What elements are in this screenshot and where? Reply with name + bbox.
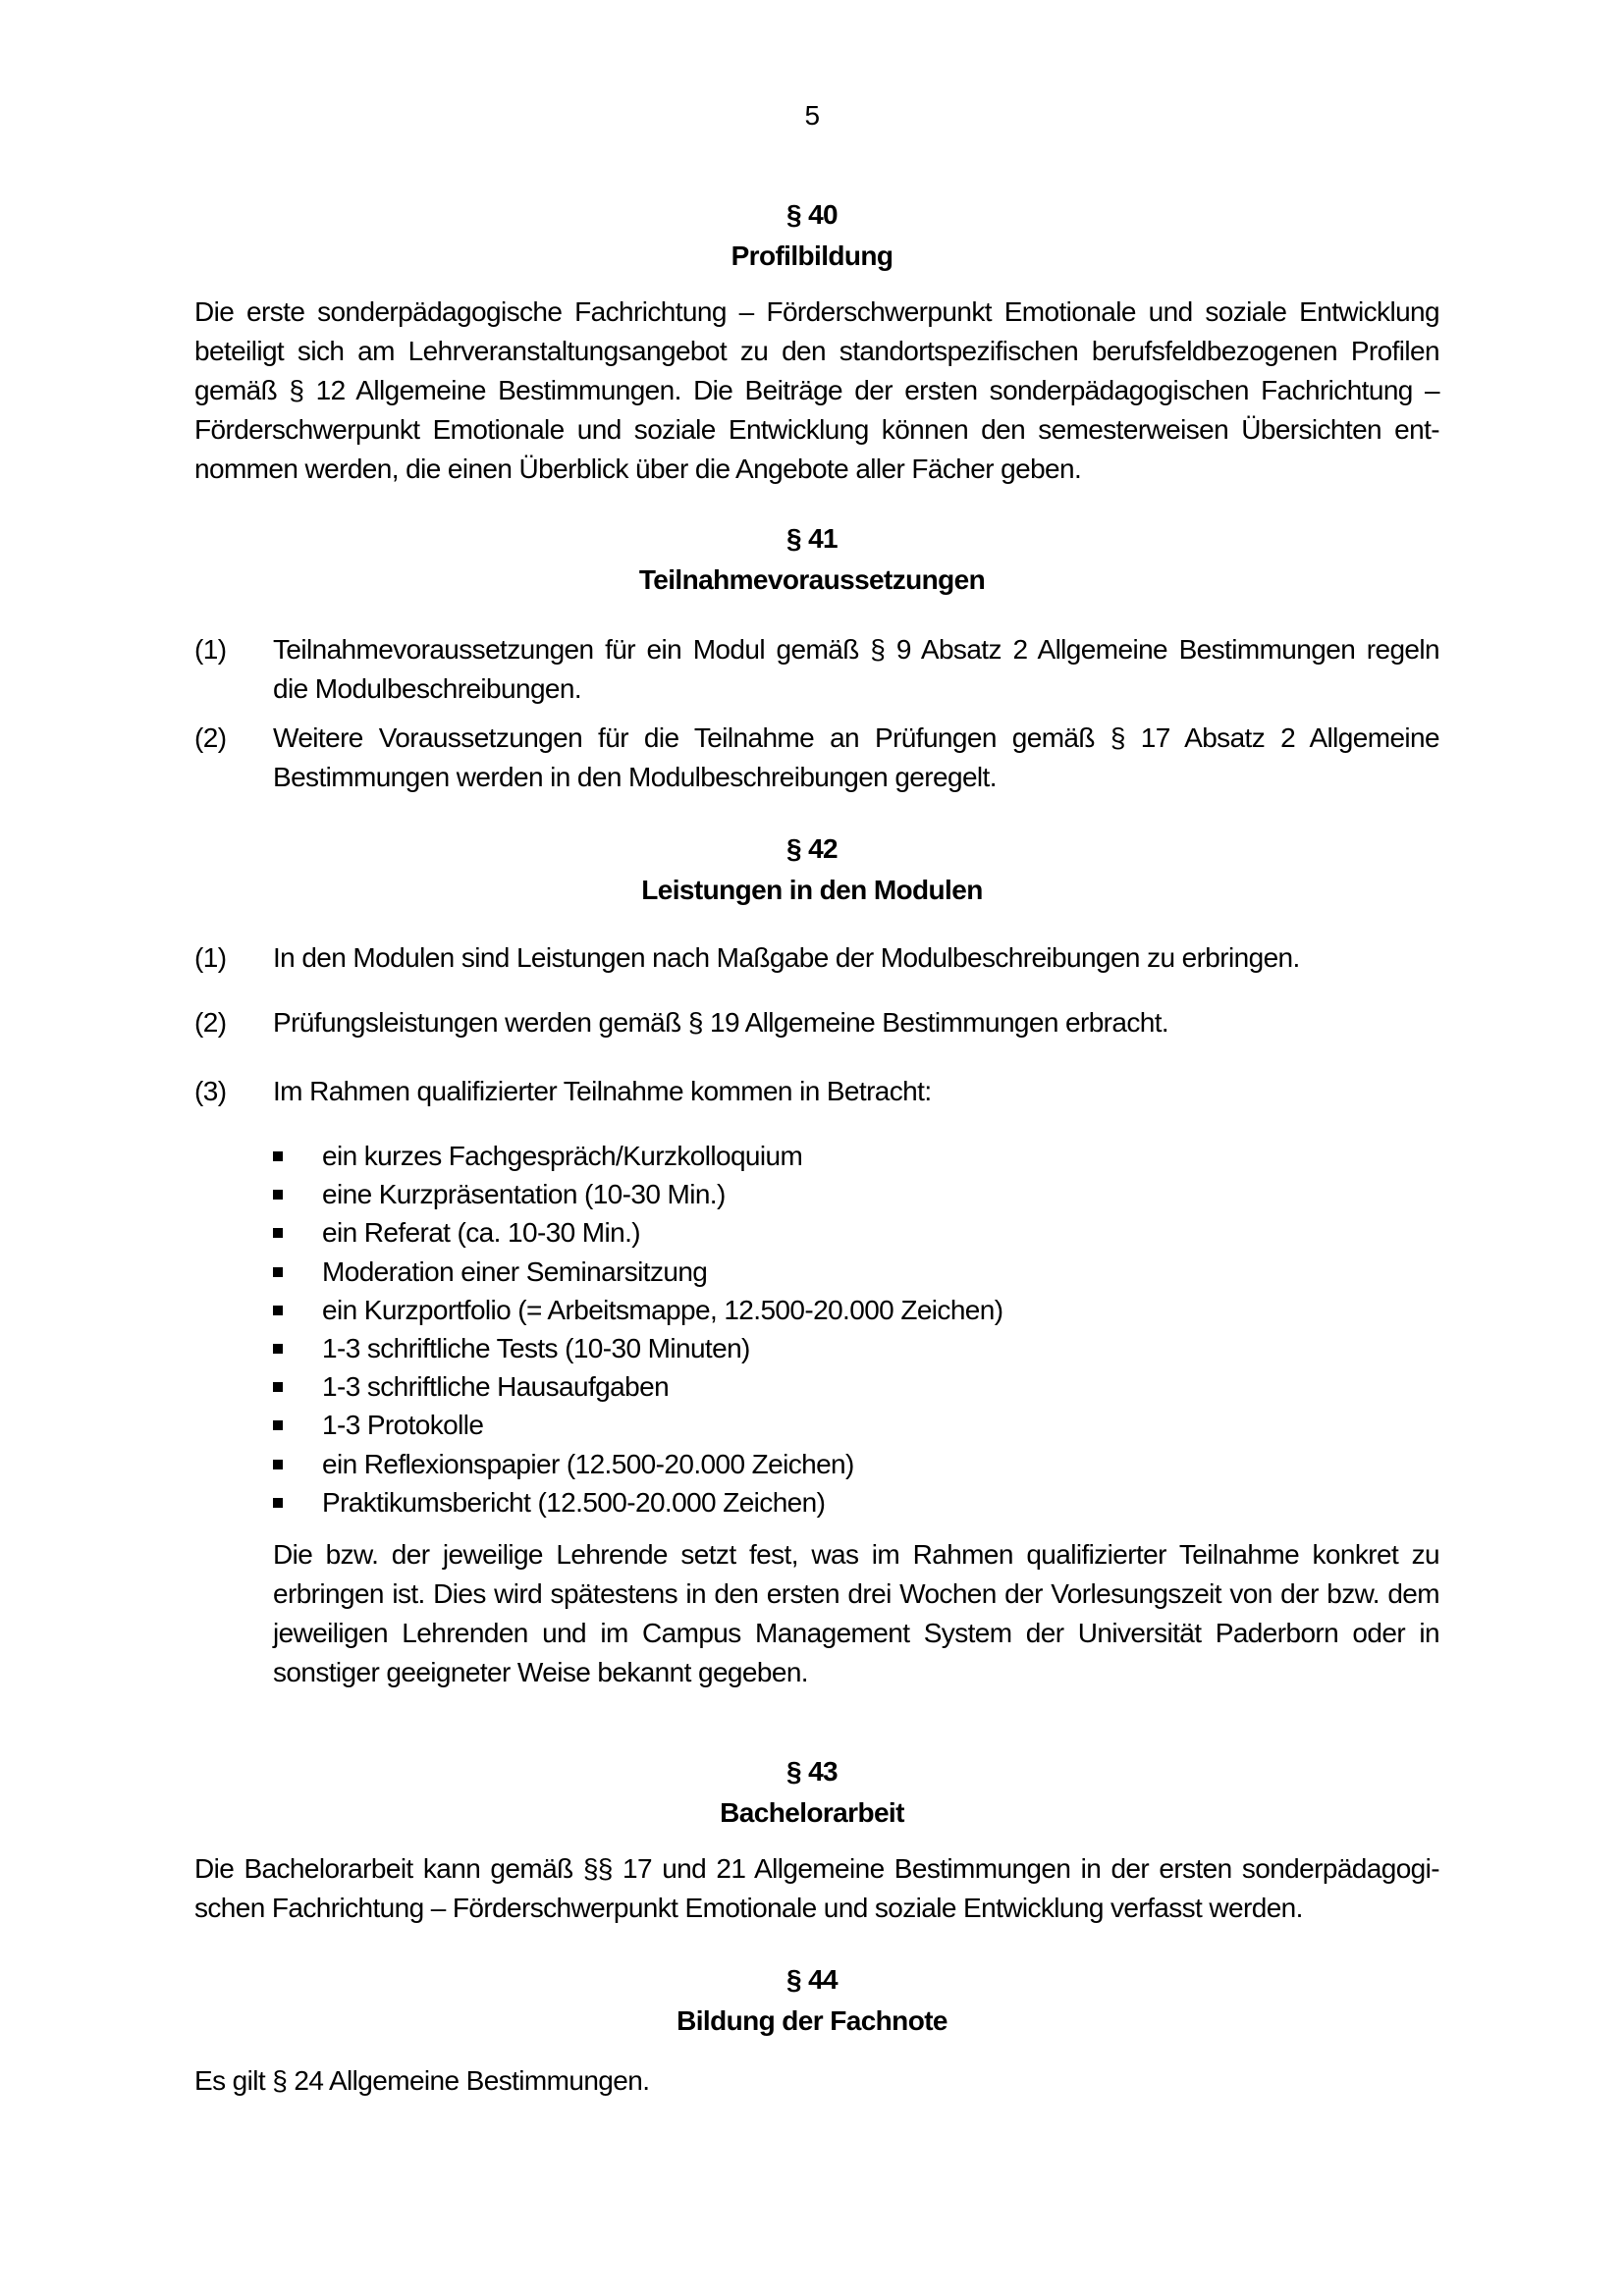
bullet-square-icon (273, 1267, 283, 1277)
paragraph-line: Förderschwerpunkt Emotionale und soziale Entwicklung können den semesterweisen Übersichten ent- (194, 414, 1439, 445)
list-item (273, 1367, 1439, 1406)
list-item-text: ein Kurzportfolio (= Arbeitsmappe, 12.500-20.000 Zeichen) (322, 1294, 1003, 1325)
item-text: Im Rahmen qualifizierter Teilnahme kommen in Betracht: (273, 1076, 932, 1106)
section-42-item-1 (194, 938, 1439, 978)
section-number: § 41 (785, 523, 839, 554)
list-item (273, 1213, 1439, 1252)
section-42-closing-paragraph (273, 1535, 1439, 1692)
qualified-participation-list (273, 1137, 1439, 1522)
bullet-square-icon (273, 1306, 283, 1315)
section-title: Profilbildung (731, 240, 893, 271)
list-item (273, 1445, 1439, 1483)
item-line: Teilnahmevoraussetzungen für ein Modul gemäß § 9 Absatz 2 Allgemeine Bestimmungen regeln (273, 634, 1439, 665)
list-item-text: Praktikumsbericht (12.500-20.000 Zeichen) (322, 1486, 826, 1518)
list-item-text: 1-3 schriftliche Hausaufgaben (322, 1371, 670, 1403)
bullet-square-icon (273, 1190, 283, 1200)
paragraph-line: beteiligt sich am Lehrveranstaltungsangebot zu den standortspezifischen berufsfeldbezogenen Profilen (194, 336, 1439, 366)
section-42-item-3 (194, 1072, 1439, 1111)
item-text: In den Modulen sind Leistungen nach Maßgabe der Modulbeschreibungen zu erbringen. (273, 942, 1300, 973)
list-item (273, 1137, 1439, 1175)
item-number: (2) (194, 722, 227, 753)
section-40-heading (0, 194, 1624, 277)
item-number: (1) (194, 634, 227, 665)
paragraph-line: Die erste sonderpädagogische Fachrichtung – Förderschwerpunkt Emotionale und soziale Entwicklung (194, 296, 1439, 327)
paragraph-line: Die Bachelorarbeit kann gemäß §§ 17 und 21 Allgemeine Bestimmungen in der ersten sonderpädagogi- (194, 1853, 1439, 1884)
paragraph-line: jeweiligen Lehrenden und im Campus Management System der Universität Paderborn oder in (273, 1618, 1439, 1648)
paragraph-line: schen Fachrichtung – Förderschwerpunkt Emotionale und soziale Entwicklung verfasst werden. (194, 1893, 1303, 1923)
paragraph-line: Die bzw. der jeweilige Lehrende setzt fest, was im Rahmen qualifizierter Teilnahme konkret zu (273, 1539, 1439, 1570)
item-number: (3) (194, 1076, 227, 1106)
item-text: Prüfungsleistungen werden gemäß § 19 Allgemeine Bestimmungen erbracht. (273, 1007, 1169, 1038)
item-line: Weitere Voraussetzungen für die Teilnahme an Prüfungen gemäß § 17 Absatz 2 Allgemeine (273, 722, 1439, 753)
list-item-text: eine Kurzpräsentation (10-30 Min.) (322, 1179, 726, 1210)
section-number: § 44 (785, 1964, 839, 1995)
section-41-item-1 (194, 630, 1439, 709)
section-number: § 40 (785, 199, 839, 230)
list-item (273, 1175, 1439, 1213)
list-item-text: ein kurzes Fachgespräch/Kurzkolloquium (322, 1141, 803, 1171)
bullet-square-icon (273, 1382, 283, 1392)
item-number: (1) (194, 942, 227, 973)
item-line: Bestimmungen werden in den Modulbeschreibungen geregelt. (273, 762, 997, 792)
list-item-text: 1-3 schriftliche Tests (10-30 Minuten) (322, 1333, 750, 1364)
section-title: Teilnahmevoraussetzungen (638, 564, 986, 595)
section-44-heading (0, 1959, 1624, 2042)
list-item-text: 1-3 Protokolle (322, 1410, 484, 1441)
paragraph-line: Es gilt § 24 Allgemeine Bestimmungen. (194, 2065, 650, 2096)
list-item-text: Moderation einer Seminarsitzung (322, 1255, 708, 1287)
item-number: (2) (194, 1007, 227, 1038)
section-title: Leistungen in den Modulen (641, 875, 983, 905)
section-41-heading (0, 518, 1624, 601)
list-item (273, 1329, 1439, 1367)
paragraph-line: gemäß § 12 Allgemeine Bestimmungen. Die Beiträge der ersten sonderpädagogischen Fachrichtung – (194, 375, 1439, 405)
list-item (273, 1291, 1439, 1329)
paragraph-line: sonstiger geeigneter Weise bekannt gegeben. (273, 1657, 808, 1687)
section-42-item-2 (194, 1003, 1439, 1042)
section-42-heading (0, 828, 1624, 911)
section-number: § 43 (785, 1756, 839, 1787)
list-item (273, 1483, 1439, 1522)
list-item (273, 1253, 1439, 1291)
section-40-paragraph (194, 293, 1439, 489)
bullet-square-icon (273, 1420, 283, 1430)
bullet-square-icon (273, 1228, 283, 1238)
section-41-item-2 (194, 719, 1439, 797)
section-title: Bildung der Fachnote (677, 2005, 947, 2036)
section-number: § 42 (785, 833, 839, 864)
list-item (273, 1406, 1439, 1444)
list-item-text: ein Referat (ca. 10-30 Min.) (322, 1217, 641, 1249)
bullet-square-icon (273, 1344, 283, 1354)
bullet-square-icon (273, 1460, 283, 1469)
section-44-paragraph (194, 2061, 1439, 2101)
paragraph-line: nommen werden, die einen Überblick über die Angebote aller Fächer geben. (194, 454, 1082, 484)
bullet-square-icon (273, 1498, 283, 1508)
paragraph-line: erbringen ist. Dies wird spätestens in den ersten drei Wochen der Vorlesungszeit von der bzw. dem (273, 1578, 1439, 1609)
page-number: 5 (804, 100, 820, 131)
section-43-heading (0, 1751, 1624, 1834)
section-title: Bachelorarbeit (720, 1797, 904, 1828)
bullet-square-icon (273, 1151, 283, 1161)
list-item-text: ein Reflexionspapier (12.500-20.000 Zeichen) (322, 1448, 854, 1479)
section-43-paragraph (194, 1849, 1439, 1928)
item-line: die Modulbeschreibungen. (273, 673, 582, 704)
